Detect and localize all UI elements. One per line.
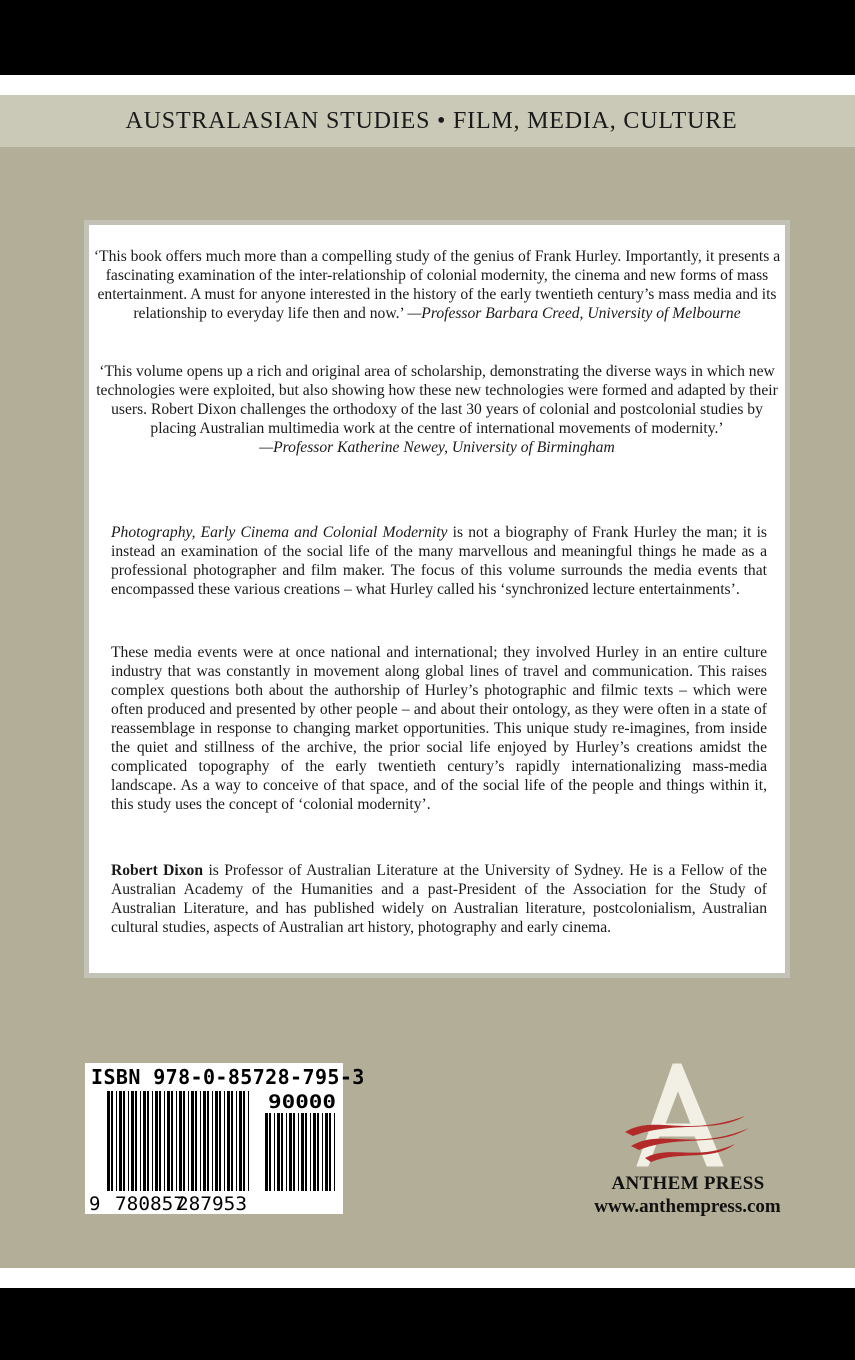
barcode-bar (131, 1091, 134, 1191)
barcode-bar (167, 1091, 170, 1191)
text-panel (84, 220, 790, 978)
barcode-bar (155, 1091, 158, 1191)
quote-text: ‘This book offers much more than a compelling study of the genius of Frank Hurley. Importantly, it presents a fascinating examination of the inter-relationship of colonial modernity, the cinema and new forms of mass entertainment. A must for anyone interested in the history of the early twentieth century’s mass media and its relationship to everyday life then and now.’ (93, 248, 781, 322)
barcode-bar (207, 1091, 209, 1191)
anthem-logo-icon (615, 1062, 755, 1172)
barcode-bar (203, 1091, 206, 1191)
barcode-bar (277, 1113, 280, 1191)
barcode-bar (219, 1091, 221, 1191)
barcode-bar (224, 1091, 225, 1191)
quote-attribution: —Professor Barbara Creed, University of Melbourne (407, 305, 741, 322)
barcode-bar (107, 1091, 110, 1191)
barcode-bar (329, 1113, 331, 1191)
barcode-bar (334, 1113, 335, 1191)
top-margin (0, 75, 855, 95)
barcode-bar (248, 1091, 249, 1191)
barcode-bar (159, 1091, 161, 1191)
barcode-bar (176, 1091, 177, 1191)
barcode-bar (123, 1091, 125, 1191)
barcode-bar (183, 1091, 185, 1191)
barcode-bar (119, 1091, 122, 1191)
author-bio-text: is Professor of Australian Literature at the University of Sydney. He is a Fellow of the Australian Academy of the Humanities and a past-President of the Association for the Study of Australian Literature, and has published widely on Australian literature, postcolonialism, Australian cultural studies, aspects of Australian art history, photography and early cinema. (111, 862, 767, 936)
ean-bars (107, 1091, 249, 1191)
author-name: Robert Dixon (111, 862, 204, 879)
ean-right-digits: 287953 (177, 1193, 247, 1214)
price-code: 90000 (268, 1091, 336, 1113)
barcode-bar (322, 1113, 323, 1191)
barcode-bar (236, 1091, 237, 1191)
barcode-bar (191, 1091, 194, 1191)
barcode-bar (274, 1113, 275, 1191)
barcode-bar (128, 1091, 129, 1191)
barcode-bar (281, 1113, 283, 1191)
barcode-graphic (85, 1063, 343, 1214)
quote-attribution: —Professor Katherine Newey, University of Birmingham (259, 439, 615, 456)
barcode-bar (195, 1091, 197, 1191)
barcode-bar (317, 1113, 319, 1191)
description-paragraph: These media events were at once national and international; they involved Hurley in an entire culture industry that was constantly in movement along global lines of travel and communication. This raises complex questions both about the authorship of Hurley’s photographic and filmic texts – which were often produced and presented by other people – and about their ontology, as they were often in a state of reassemblage in response to changing market opportunities. This unique study re-imagines, from inside the quiet and stillness of the archive, the prior social life enjoyed by Hurley’s creations amidst the complicated topography of the early twentieth century’s rapidly internationalizing mass-media landscape. As a way to conceive of that space, and of the social life of the people and things within it, this study uses the concept of ‘colonial modernity’. (111, 644, 767, 813)
barcode-bar (135, 1091, 137, 1191)
endorsement-quote (89, 362, 785, 457)
barcode-bar (179, 1091, 182, 1191)
barcode-bar (313, 1113, 316, 1191)
barcode-bar (212, 1091, 213, 1191)
barcode-bar (171, 1091, 173, 1191)
barcode-bar (147, 1091, 149, 1191)
red-swoosh-3 (645, 1144, 735, 1162)
endorsement-quote (89, 247, 785, 323)
barcode (85, 1063, 365, 1214)
barcode-bar (289, 1113, 292, 1191)
barcode-bar (305, 1113, 307, 1191)
publisher-website: www.anthempress.com (594, 1196, 781, 1217)
text-panel-inner (89, 225, 785, 973)
letter-a-shape (637, 1064, 723, 1166)
barcode-bar (325, 1113, 328, 1191)
description-text: is not a biography of Frank Hurley the man; it is instead an examination of the social life of the many marvellous and meaningful things he made as a professional photographer and film maker. The focus of this volume surrounds the media events that encompassed these various creations – what Hurley called his ‘synchronized lecture entertainments’. (111, 524, 767, 598)
barcode-bar (231, 1091, 233, 1191)
barcode-bar (243, 1091, 245, 1191)
barcode-bar (265, 1113, 268, 1191)
barcode-bar (200, 1091, 201, 1191)
addon-bars (265, 1113, 335, 1191)
barcode-bar (188, 1091, 189, 1191)
quote-text: ‘This volume opens up a rich and original area of scholarship, demonstrating the diverse ways in which new technologies were exploited, but also showing how these new technologies were formed and adapted by their users. Robert Dixon challenges the orthodoxy of the last 30 years of colonial and postcolonial studies by placing Australian multimedia work at the centre of international movements of modernity.’ (96, 363, 778, 437)
series-band (0, 95, 855, 147)
barcode-bar (293, 1113, 295, 1191)
barcode-bar (215, 1091, 218, 1191)
ean-first-digit: 9 (89, 1193, 101, 1214)
book-title: Photography, Early Cinema and Colonial Modernity (111, 524, 448, 541)
barcode-bar (116, 1091, 117, 1191)
barcode-bar (227, 1091, 230, 1191)
bottom-margin (0, 1268, 855, 1288)
barcode-bar (143, 1091, 146, 1191)
barcode-bar (111, 1091, 113, 1191)
isbn-label: ISBN 978-0-85728-795-3 (91, 1065, 365, 1089)
ean-left-digits: 780857 (115, 1193, 185, 1214)
barcode-bar (301, 1113, 304, 1191)
publisher-name: ANTHEM PRESS (611, 1173, 765, 1194)
barcode-bar (310, 1113, 311, 1191)
barcode-bar (239, 1091, 242, 1191)
description-paragraph (111, 523, 767, 599)
barcode-bar (269, 1113, 271, 1191)
barcode-bar (298, 1113, 299, 1191)
barcode-bar (286, 1113, 287, 1191)
author-bio (111, 861, 767, 937)
barcode-bar (152, 1091, 153, 1191)
barcode-bar (140, 1091, 141, 1191)
series-title: AUSTRALASIAN STUDIES • FILM, MEDIA, CULTURE (125, 107, 738, 134)
barcode-bar (164, 1091, 165, 1191)
